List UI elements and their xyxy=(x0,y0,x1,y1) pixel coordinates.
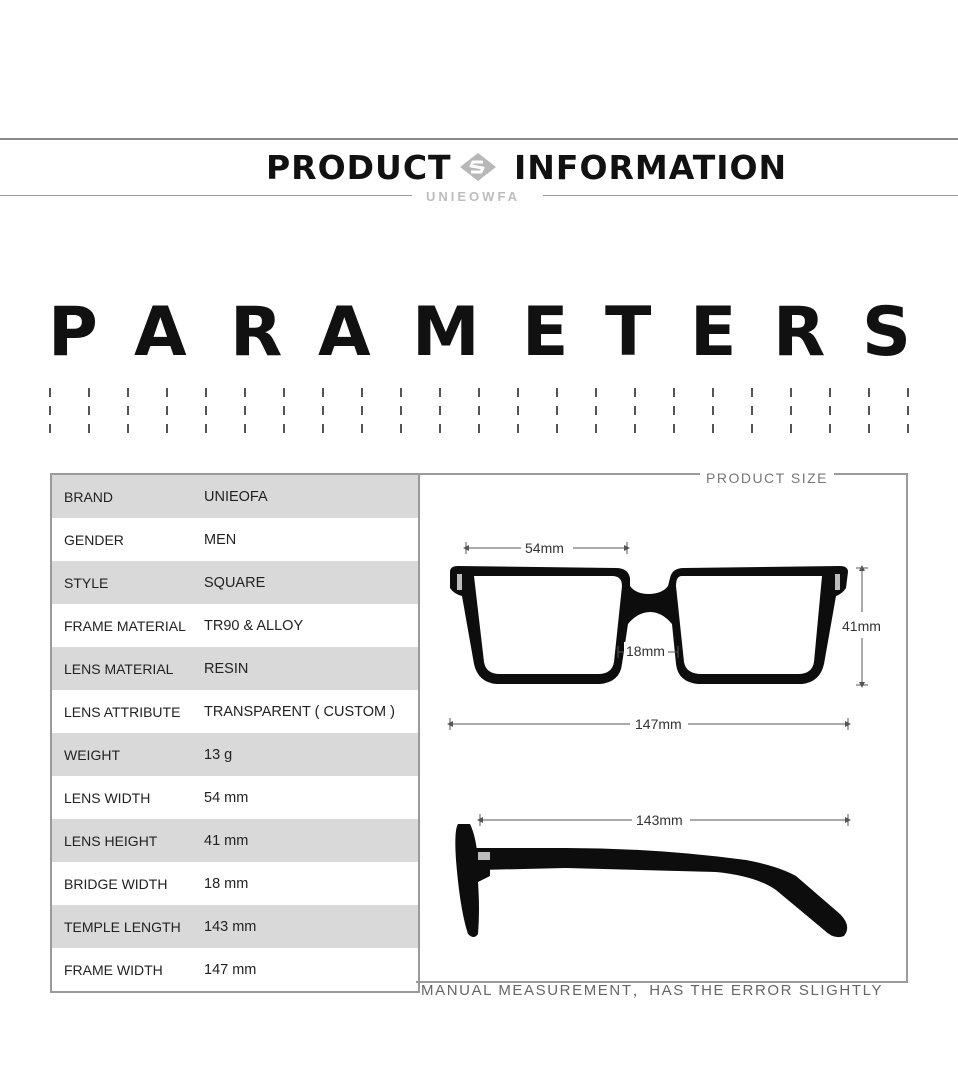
title-letter: R xyxy=(230,293,283,372)
spec-label: LENS ATTRIBUTE xyxy=(64,703,181,720)
spec-label: BRAND xyxy=(64,488,114,505)
spec-label: TEMPLE LENGTH xyxy=(64,918,181,935)
dim-frame-width: 147mm xyxy=(635,716,682,732)
spec-value: UNIEOFA xyxy=(204,488,268,505)
spec-row-temple-length xyxy=(52,905,418,948)
dim-lens-height: 41mm xyxy=(842,618,881,634)
spec-value: SQUARE xyxy=(204,574,266,591)
glasses-front-view xyxy=(450,566,848,684)
dim-lens-width: 54mm xyxy=(525,540,564,556)
spec-label: BRIDGE WIDTH xyxy=(64,875,168,892)
brand-subtitle: UNIEOWFA xyxy=(426,189,521,204)
spec-row-frame-material xyxy=(52,604,418,647)
product-size-title: PRODUCT SIZE xyxy=(700,470,834,486)
header-rule-top xyxy=(0,138,958,140)
spec-row-lens-attribute xyxy=(52,690,418,733)
decorative-ticks xyxy=(0,386,958,436)
title-letter: R xyxy=(773,293,826,372)
header-word-information: INFORMATION xyxy=(514,148,788,187)
title-letter: P xyxy=(48,293,98,372)
header-rule-bottom-left xyxy=(0,195,412,196)
dim-temple-length: 143mm xyxy=(636,812,683,828)
spec-row-gender xyxy=(52,518,418,561)
glasses-side-view xyxy=(455,824,847,937)
spec-value: RESIN xyxy=(204,660,249,677)
spec-value: 143 mm xyxy=(204,918,257,935)
diamond-s-logo-icon xyxy=(459,152,497,182)
spec-label: STYLE xyxy=(64,574,109,591)
parameters-title xyxy=(0,293,958,372)
spec-value: MEN xyxy=(204,531,237,548)
spec-row-frame-width xyxy=(52,948,418,991)
spec-row-style xyxy=(52,561,418,604)
glasses-diagram xyxy=(416,530,906,970)
spec-label: WEIGHT xyxy=(64,746,120,763)
title-letter: A xyxy=(318,293,371,372)
title-letter: M xyxy=(412,293,480,372)
dim-bridge-width: 18mm xyxy=(626,643,665,659)
title-letter: T xyxy=(605,293,652,372)
spec-row-bridge-width xyxy=(52,862,418,905)
spec-value: 41 mm xyxy=(204,832,249,849)
header-word-product: PRODUCT xyxy=(266,148,452,187)
spec-label: GENDER xyxy=(64,531,124,548)
spec-label: FRAME WIDTH xyxy=(64,961,163,978)
title-letter: E xyxy=(690,293,737,372)
spec-value: 13 g xyxy=(204,746,233,763)
spec-row-lens-width xyxy=(52,776,418,819)
spec-row-weight xyxy=(52,733,418,776)
spec-row-lens-material xyxy=(52,647,418,690)
spec-label: LENS MATERIAL xyxy=(64,660,174,677)
spec-value: TRANSPARENT ( CUSTOM ) xyxy=(204,703,395,720)
spec-value: 18 mm xyxy=(204,875,249,892)
header-rule-bottom-right xyxy=(543,195,958,196)
spec-label: LENS WIDTH xyxy=(64,789,151,806)
title-letter: E xyxy=(522,293,569,372)
title-letter: A xyxy=(134,293,187,372)
spec-value: 54 mm xyxy=(204,789,249,806)
spec-row-lens-height xyxy=(52,819,418,862)
spec-table xyxy=(50,473,420,993)
spec-value: TR90 & ALLOY xyxy=(204,617,304,634)
spec-value: 147 mm xyxy=(204,961,257,978)
spec-row-brand xyxy=(52,475,418,518)
spec-label: FRAME MATERIAL xyxy=(64,617,186,634)
spec-label: LENS HEIGHT xyxy=(64,832,158,849)
measurement-note: MANUAL MEASUREMENT，HAS THE ERROR SLIGHTLY xyxy=(421,982,884,999)
title-letter: S xyxy=(862,293,911,372)
